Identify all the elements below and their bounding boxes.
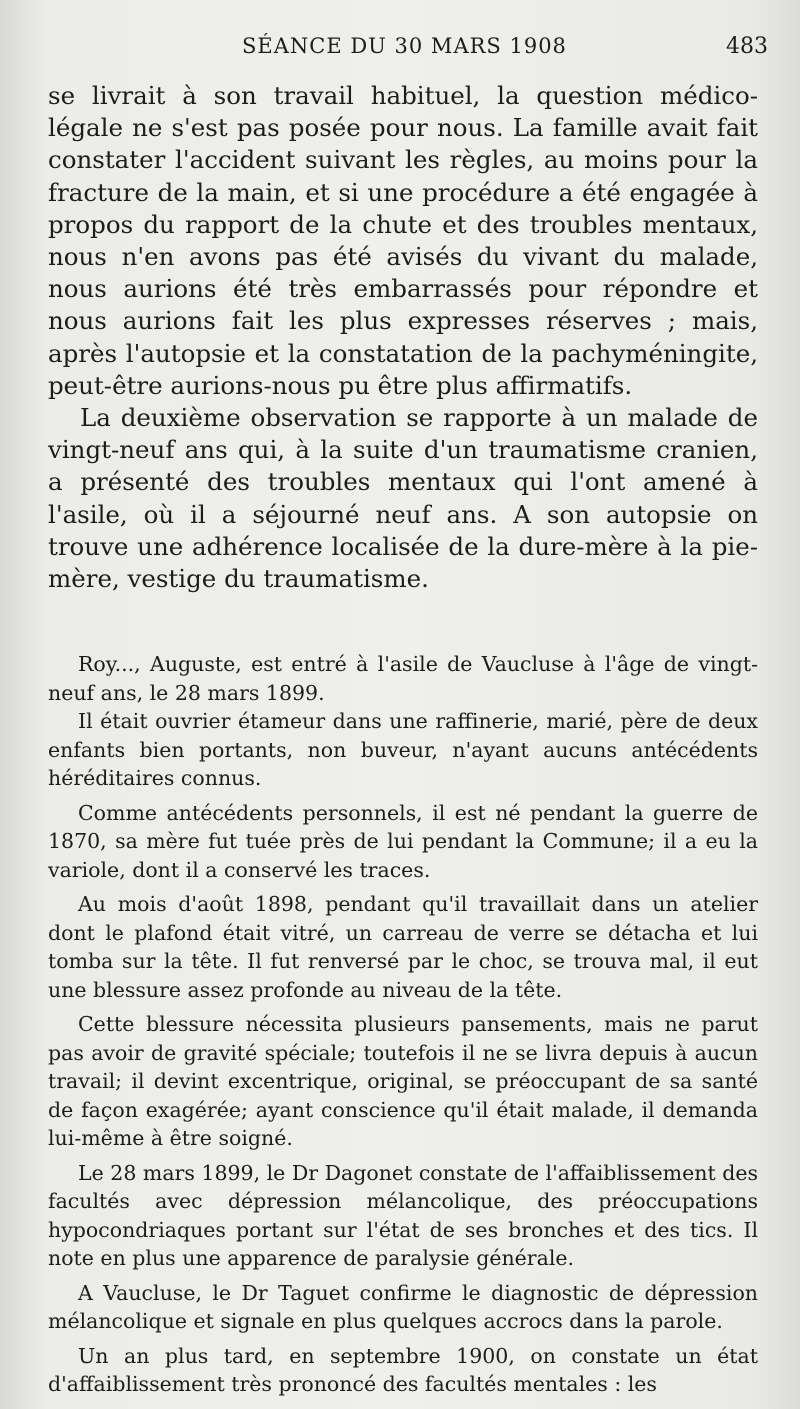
observation-paragraph-dagonet: Le 28 mars 1899, le Dr Dagonet constate de l'affaiblissement des facultés avec dépression mélancolique, des préoccupations hypocondriaques portant sur l'état de ses bronches et des tics. Il note en plus une apparence de paralysie générale. [48, 1160, 758, 1270]
paragraph-second-observation: La deuxième observation se rapporte à un malade de vingt-neuf ans qui, à la suite d'un traumatisme cranien, a présenté des troubles mentaux qui l'ont amené à l'asile, où il a séjourné neuf ans. A son autopsie on trouve une adhérence localisée de la dure-mère à la pie-mère, vestige du traumatisme. [48, 403, 758, 594]
running-head [0, 34, 800, 70]
observation-text [48, 650, 758, 1399]
observation-paragraph-admission: Roy..., Auguste, est entré à l'asile de Vaucluse à l'âge de vingt-neuf ans, le 28 mars 1899. [48, 652, 758, 705]
main-text [48, 80, 758, 595]
paragraph-continuation: se livrait à son travail habituel, la question médico-légale ne s'est pas posée pour nous. La famille avait fait constater l'accident suivant les règles, au moins pour la fracture de la main, et si une procédure a été engagée à propos du rapport de la chute et des troubles mentaux, nous n'en avons pas été avisés du vivant du malade, nous aurions été très embarrassés pour répondre et nous aurions fait les plus expresses réserves ; mais, après l'autopsie et la constatation de la pachyméningite, peut-être aurions-nous pu être plus affirmatifs. [48, 81, 758, 400]
observation-paragraph-taguet: A Vaucluse, le Dr Taguet confirme le diagnostic de dépression mélancolique et signale en plus quelques accrocs dans la parole. [48, 1280, 758, 1333]
observation-paragraph-history: Comme antécédents personnels, il est né pendant la guerre de 1870, sa mère fut tuée près de lui pendant la Commune; il a eu la variole, dont il a conservé les traces. [48, 800, 758, 882]
observation-paragraph-occupation: Il était ouvrier étameur dans une raffinerie, marié, père de deux enfants bien portants, non buveur, n'ayant aucuns antécédents héréditaires connus. [48, 709, 758, 790]
observation-paragraph-1900: Un an plus tard, en septembre 1900, on constate un état d'affaiblissement très prononcé des facultés mentales : les [48, 1343, 758, 1396]
running-head-title: SÉANCE DU 30 MARS 1908 [242, 34, 567, 58]
observation-paragraph-wound: Cette blessure nécessita plusieurs pansements, mais ne parut pas avoir de gravité spéciale; toutefois il ne se livra depuis à aucun travail; il devint excentrique, original, se préoccupant de sa santé de façon exagérée; ayant conscience qu'il était malade, il demanda lui-même à être soigné. [48, 1012, 758, 1150]
observation-paragraph-accident: Au mois d'août 1898, pendant qu'il travaillait dans un atelier dont le plafond était vitré, un carreau de verre se détacha et lui tomba sur la tête. Il fut renversé par le choc, se trouva mal, il eut une blessure assez profonde au niveau de la tête. [48, 892, 758, 1002]
page-number: 483 [726, 34, 768, 59]
